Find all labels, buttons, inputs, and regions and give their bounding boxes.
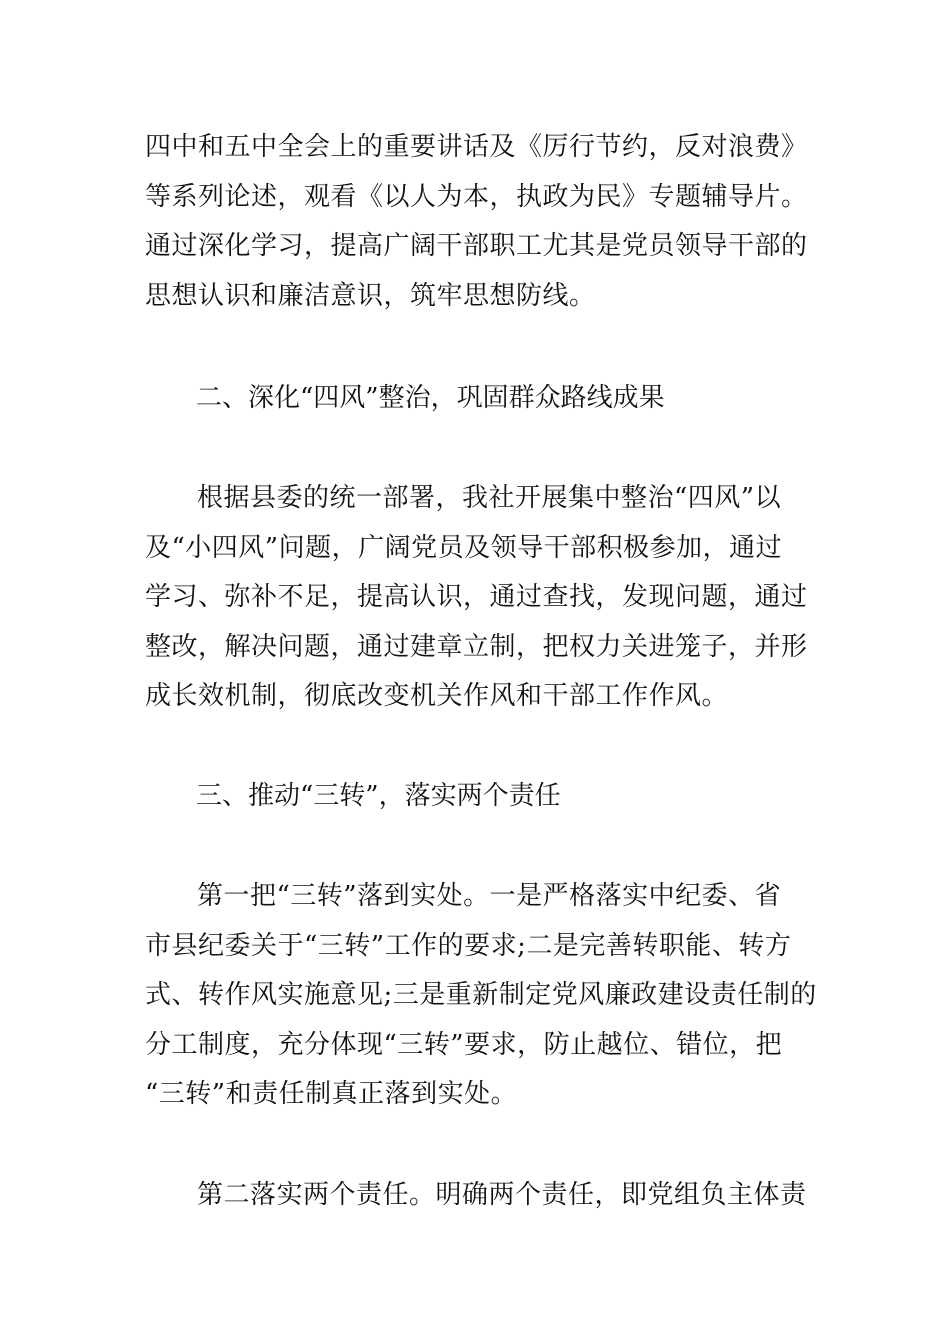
paragraph-line: 根据县委的统一部署，我社开展集中整治“四风”以 [197,483,782,513]
paragraph-line: 学习、弥补不足，提高认识，通过查找，发现问题，通过 [145,582,808,612]
paragraph-intro [145,123,810,321]
paragraph-line: 第一把“三转”落到实处。一是严格落实中纪委、省 [197,881,782,911]
paragraph-section-2 [145,474,810,722]
section-heading-2: 二、深化“四风”整治，巩固群众路线成果 [196,383,665,413]
paragraph-line: 通过深化学习，提高广阔干部职工尤其是党员领导干部的 [145,231,808,261]
paragraph-line: “三转”和责任制真正落到实处。 [145,1079,518,1109]
paragraph-line: 成长效机制，彻底改变机关作风和干部工作作风。 [145,681,729,711]
paragraph-line: 四中和五中全会上的重要讲话及《厉行节约，反对浪费》 [145,132,808,162]
paragraph-section-3 [145,872,817,1120]
paragraph-line: 及“小四风”问题，广阔党员及领导干部积极参加，通过 [145,532,783,563]
paragraph-line: 第二落实两个责任。明确两个责任，即党组负主体责 [197,1180,807,1210]
paragraph-section-3b [145,1171,810,1221]
paragraph-line: 分工制度，充分体现“三转”要求，防止越位、错位，把 [145,1029,783,1060]
paragraph-line: 式、转作风实施意见;三是重新制定党风廉政建设责任制的 [145,980,817,1010]
section-heading-3: 三、推动“三转”，落实两个责任 [196,781,561,811]
paragraph-line: 市县纪委关于“三转”工作的要求;二是完善转职能、转方 [145,930,792,961]
paragraph-line: 思想认识和廉洁意识，筑牢思想防线。 [145,280,596,311]
paragraph-line: 等系列论述，观看《以人为本，执政为民》专题辅导片。 [145,181,808,212]
paragraph-line: 整改，解决问题，通过建章立制，把权力关进笼子，并形 [145,631,808,662]
